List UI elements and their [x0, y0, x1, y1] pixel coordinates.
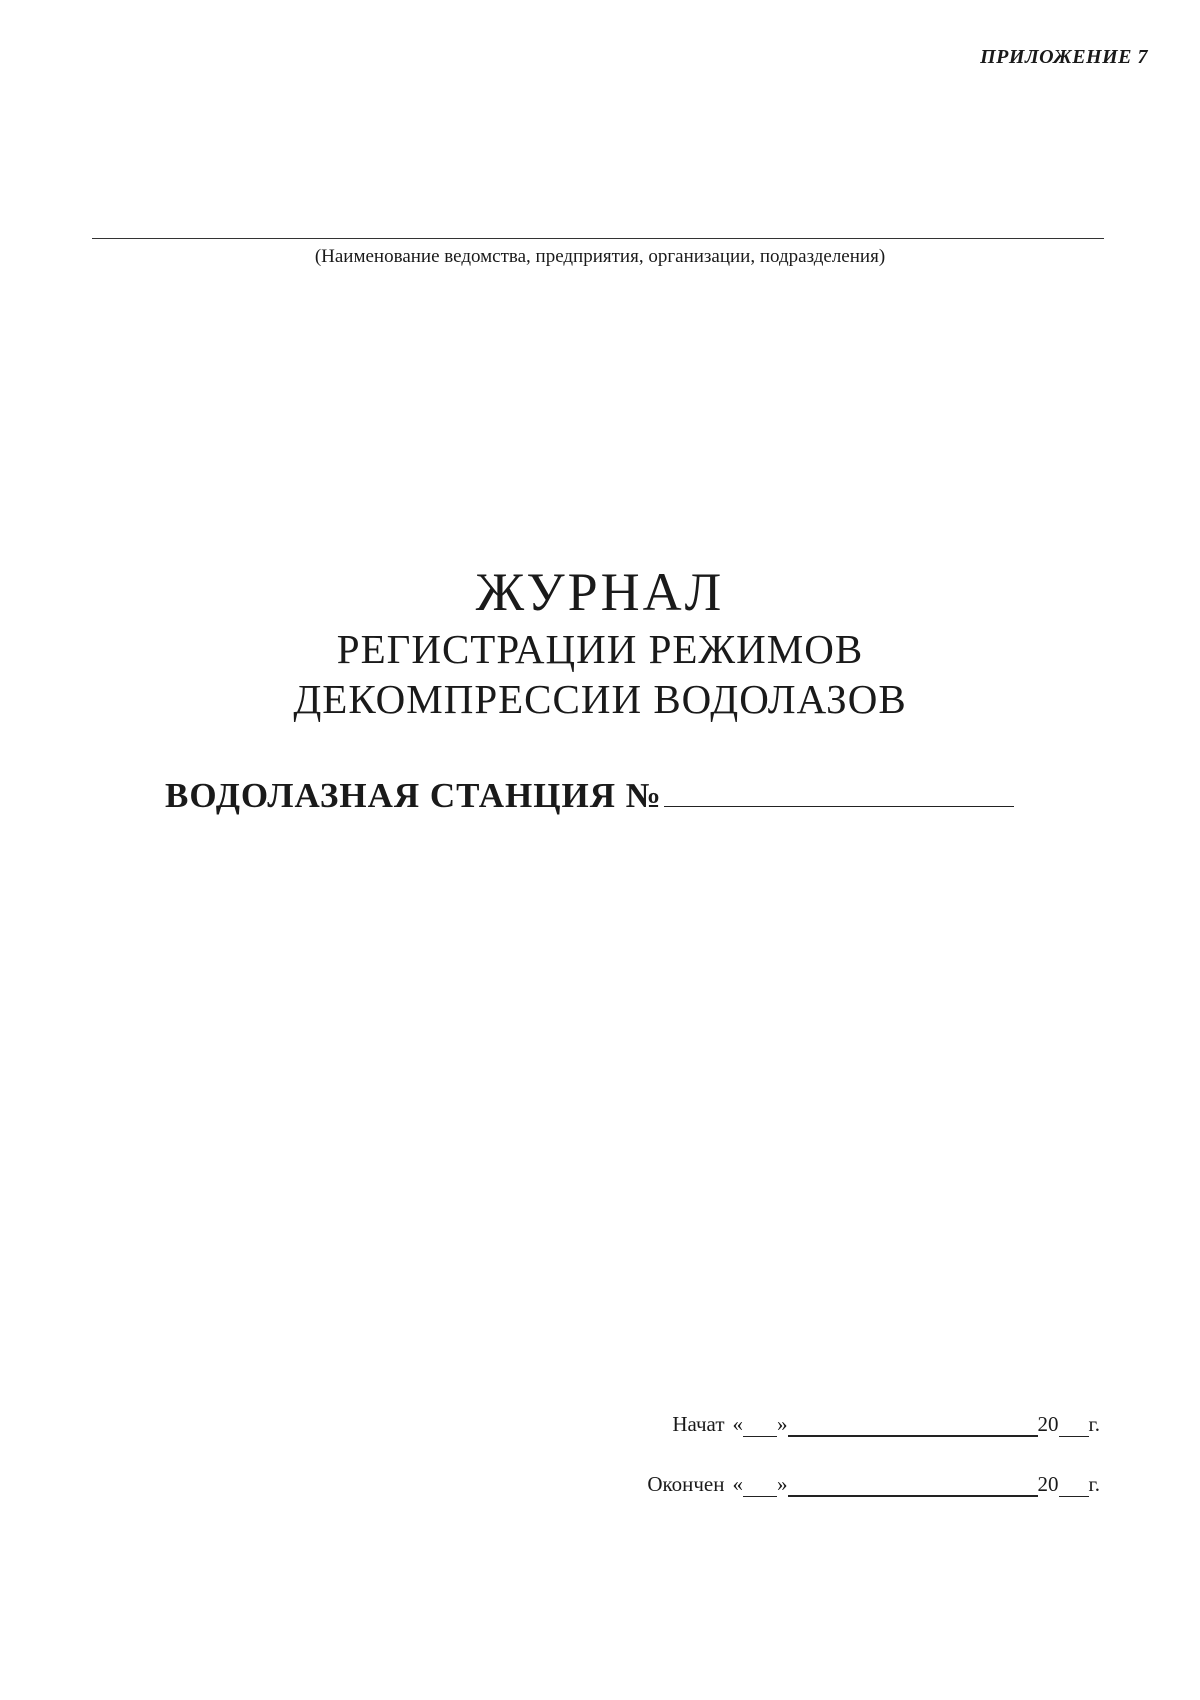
ended-open-quote: «	[732, 1472, 743, 1496]
started-year-prefix: 20	[1037, 1412, 1059, 1436]
ended-label: Окончен	[647, 1472, 725, 1496]
station-row	[165, 776, 1014, 816]
started-date-row	[672, 1412, 1100, 1437]
started-year-blank	[1059, 1418, 1089, 1437]
ended-year-suffix: г.	[1088, 1472, 1100, 1496]
appendix-label: ПРИЛОЖЕНИЕ 7	[980, 46, 1148, 68]
organization-caption: (Наименование ведомства, предприятия, организации, подразделения)	[314, 246, 886, 267]
ended-year-blank	[1059, 1478, 1089, 1497]
started-year-suffix: г.	[1088, 1412, 1100, 1436]
ended-date-row	[647, 1472, 1100, 1497]
title-block	[0, 560, 1200, 724]
started-close-quote: »	[777, 1412, 788, 1436]
document-subtitle-line-1: РЕГИСТРАЦИИ РЕЖИМОВ	[336, 626, 864, 672]
ended-day-blank	[743, 1478, 777, 1497]
started-open-quote: «	[732, 1412, 743, 1436]
ended-year-prefix: 20	[1037, 1472, 1059, 1496]
document-title: ЖУРНАЛ	[475, 562, 725, 622]
started-label: Начат	[672, 1412, 725, 1436]
ended-month-blank	[788, 1477, 1038, 1497]
station-number-blank	[664, 802, 1014, 807]
document-subtitle-line-2: ДЕКОМПРЕССИИ ВОДОЛАЗОВ	[293, 676, 907, 722]
started-month-blank	[788, 1417, 1038, 1437]
station-label: ВОДОЛАЗНАЯ СТАНЦИЯ №	[165, 776, 662, 815]
ended-close-quote: »	[777, 1472, 788, 1496]
organization-name-line	[92, 238, 1104, 239]
started-day-blank	[743, 1418, 777, 1437]
